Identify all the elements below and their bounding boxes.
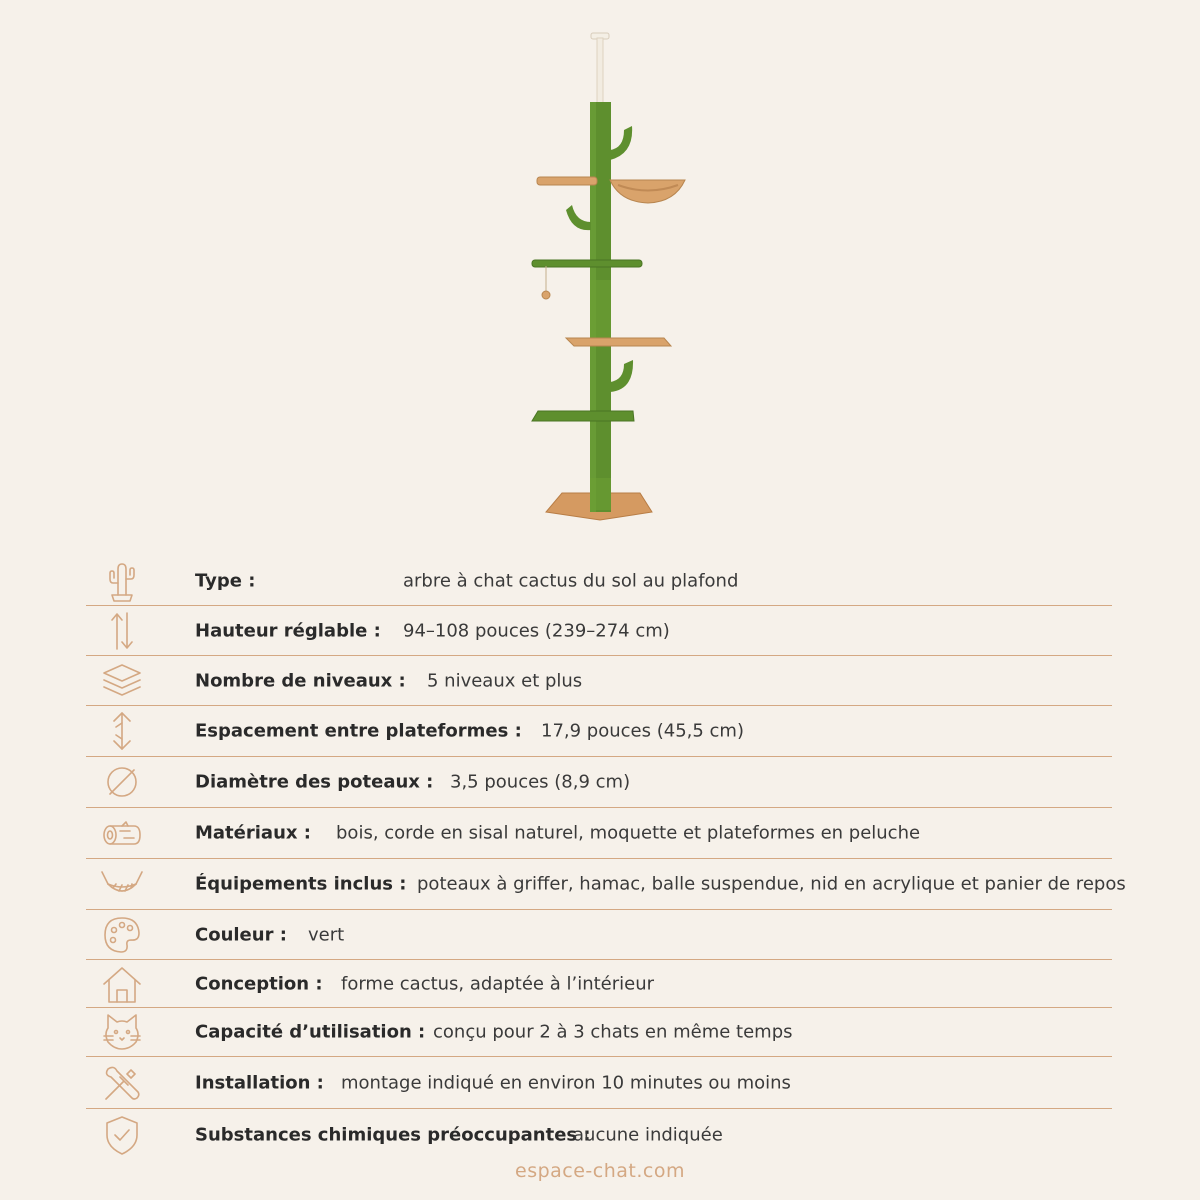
spec-label: Type : [195,570,256,591]
spec-row-design [86,960,1112,1008]
spec-value: conçu pour 2 à 3 chats en même temps [433,1021,793,1043]
tools-icon [100,1061,144,1105]
spec-value: vert [308,924,345,945]
spec-row-height [86,606,1112,656]
product-image [0,0,1200,540]
spec-value: 94–108 pouces (239–274 cm) [403,620,670,641]
spec-label: Couleur : [195,924,287,945]
adjustable-height-icon [100,609,144,653]
spec-value: bois, corde en sisal naturel, moquette et plateformes en peluche [336,822,921,844]
spec-value: forme cactus, adaptée à l’intérieur [341,973,655,994]
spec-value: 3,5 pouces (8,9 cm) [450,771,631,793]
spec-label: Diamètre des poteaux : [195,771,434,793]
palette-icon [100,913,144,957]
spec-label: Nombre de niveaux : [195,670,406,691]
spec-row-materials [86,808,1112,859]
spec-label: Équipements inclus : [195,873,407,895]
shield-check-icon [100,1113,144,1157]
spec-row-capacity [86,1008,1112,1057]
spec-value: arbre à chat cactus du sol au plafond [403,570,739,591]
spec-row-spacing [86,706,1112,757]
layers-icon [100,659,144,703]
diameter-icon [100,760,144,804]
spec-row-diameter [86,757,1112,808]
spec-label: Espacement entre plateformes : [195,720,522,742]
spec-row-levels [86,656,1112,706]
spec-label: Conception : [195,973,323,994]
spacing-arrows-icon [100,709,144,753]
spec-value: 5 niveaux et plus [427,670,583,691]
spec-label: Matériaux : [195,822,311,844]
spec-value: montage indiqué en environ 10 minutes ou moins [341,1072,791,1093]
spec-row-type [86,556,1112,606]
spec-row-chemicals [86,1109,1112,1161]
spec-label: Installation : [195,1072,324,1093]
spec-value: aucune indiquée [573,1124,723,1146]
footer-brand[interactable]: espace-chat.com [515,1160,685,1182]
spec-row-color [86,910,1112,960]
cactus-icon [100,559,144,603]
spec-row-equipment [86,859,1126,910]
spec-row-installation [86,1057,1112,1109]
spec-value: poteaux à griffer, hamac, balle suspendue, nid en acrylique et panier de repos [417,873,1126,895]
cat-face-icon [100,1010,144,1054]
cat-tree-illustration [0,0,1200,540]
wood-log-icon [100,811,144,855]
spec-label: Substances chimiques préoccupantes : [195,1124,591,1146]
house-icon [100,962,144,1006]
spec-value: 17,9 pouces (45,5 cm) [541,720,744,742]
specs-table [86,556,1126,1161]
spec-label: Capacité d’utilisation : [195,1021,426,1043]
spec-label: Hauteur réglable : [195,620,381,641]
hammock-icon [100,862,144,906]
